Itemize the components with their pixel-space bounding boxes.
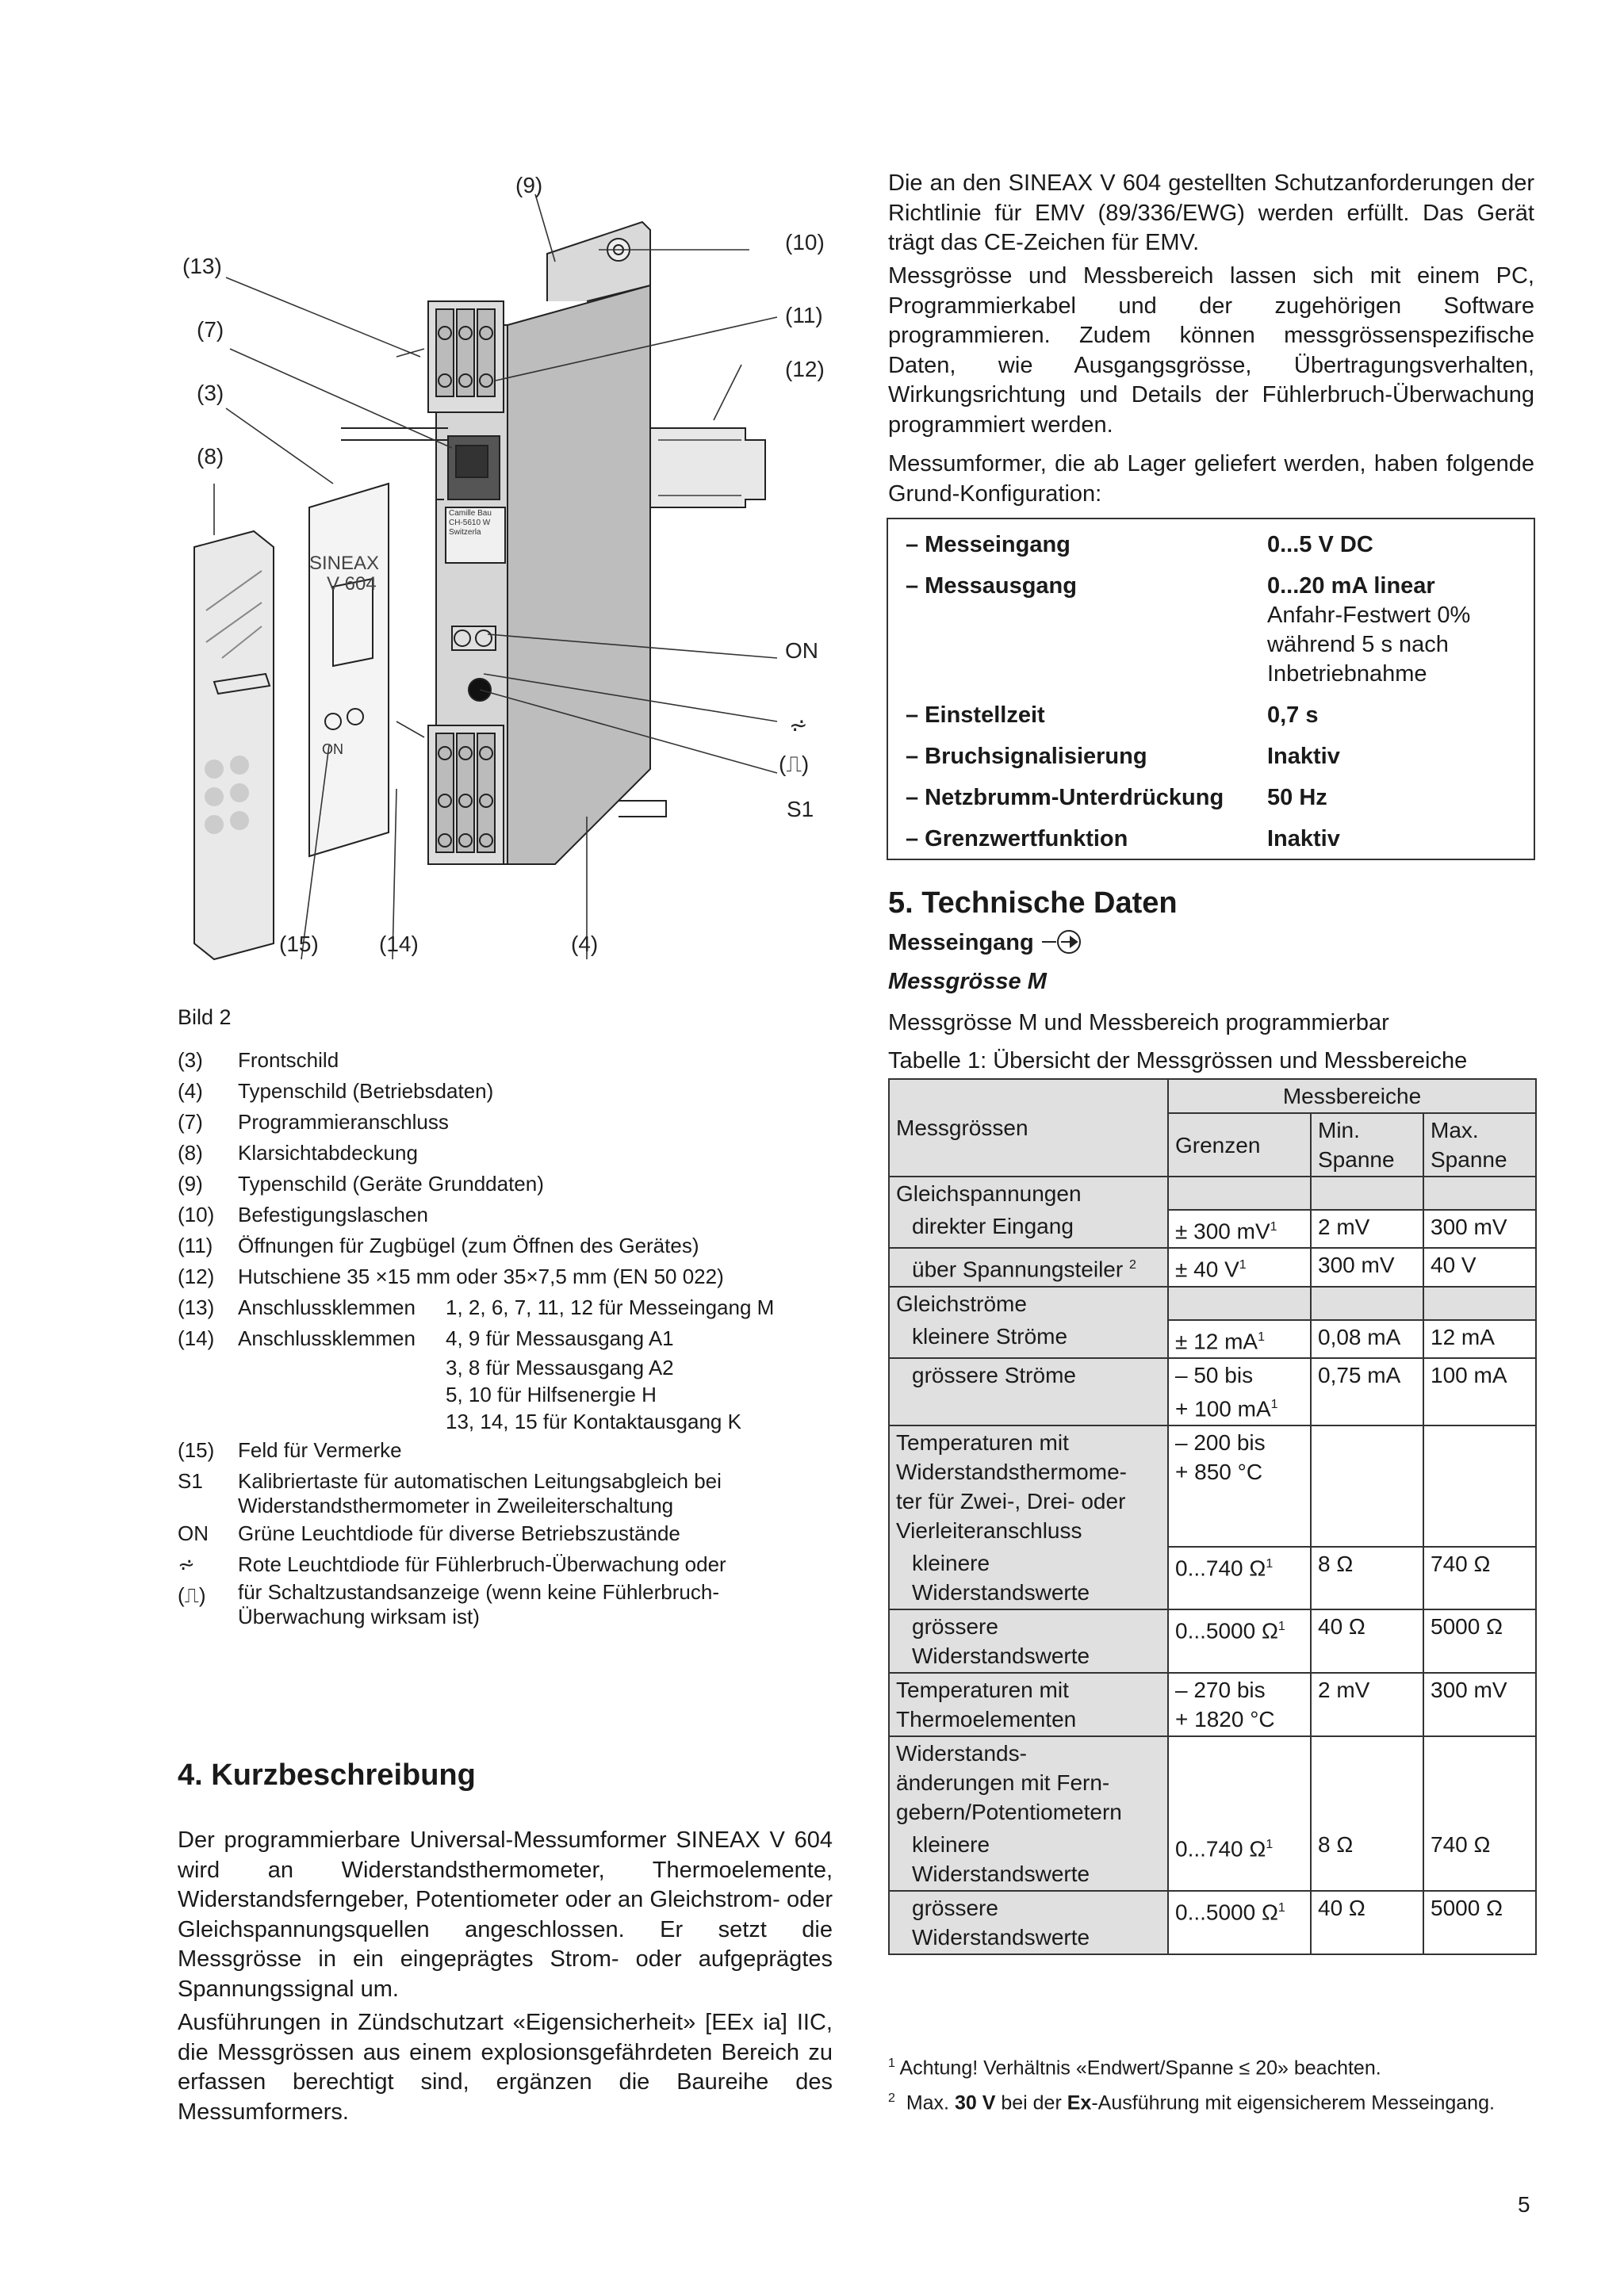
messgroesse-line: Messgrösse M und Messbereich programmierbar — [888, 1010, 1389, 1035]
config-row: – Netzbrumm-Unterdrückung 50 Hz — [906, 785, 1327, 810]
legend-item: (11) Öffnungen für Zugbügel (zum Öffnen des Gerätes) — [178, 1234, 699, 1257]
table-row: Gleichspannungen — [889, 1177, 1536, 1210]
table-row: kleinere Widerstandswerte 0...740 $\Omega^1$ 8 Ω 740 Ω — [889, 1547, 1536, 1609]
footnote-1: $^1$ Achtung! Verhältnis «Endwert/Spanne ≤ 20» beachten. — [888, 2057, 1381, 2080]
legend-item: (⎍) für Schaltzustandsanzeige (wenn keine Fühlerbruch-Überwachung wirksam ist) — [178, 1580, 720, 1628]
nameplate-line3: Switzerla — [449, 528, 481, 537]
section-4-paragraph-1: Der programmierbare Universal-Messumformer SINEAX V 604 wird an Widerstandsthermometer, Thermoelemente, Widerstandsferngeber, Potentiometer oder an Gleichstrom- oder Gleichspannungsquellen angeschlossen. Er setzt die Messgrösse in ein eingeprägtes Strom- oder aufgeprägtes Spannungssignal um. — [178, 1827, 833, 2002]
callout-4: (4) — [571, 932, 599, 956]
default-config-box — [887, 518, 1535, 860]
table-row: kleinere Widerstandswerte 0...740 $\Omega^1$ 8 Ω 740 Ω — [889, 1828, 1536, 1891]
legend-item: (12) Hutschiene 35 ×15 mm oder 35×7,5 mm (EN 50 022) — [178, 1265, 724, 1288]
table-row: Gleichströme — [889, 1287, 1536, 1320]
front-label-on: ON — [322, 741, 343, 757]
section-5-title: 5. Technische Daten — [888, 886, 1178, 920]
table-row: kleinere Ströme ± 12 $mA^1$ 0,08 mA 12 mA — [889, 1320, 1536, 1358]
table-row: direkter Eingang ± 300 $mV^1$ 2 mV 300 mV — [889, 1210, 1536, 1248]
legend-item-cont: 5, 10 für Hilfsenergie H — [446, 1383, 657, 1406]
section-4-paragraph-2: Ausführungen in Zündschutzart «Eigensicherheit» [EEx ia] IIC, die Messgrössen aus einem explosionsgefährdeten Bereich zu erfassen berechtigt sind, ergänzen die Baureihe des Messumformers. — [178, 2010, 833, 2125]
legend-item: ON Grüne Leuchtdiode für diverse Betriebszustände — [178, 1521, 680, 1545]
table-caption: Tabelle 1: Übersicht der Messgrössen und Messbereiche — [888, 1048, 1468, 1073]
legend-item: (3) Frontschild — [178, 1048, 339, 1072]
front-label — [309, 553, 379, 595]
legend-item: (4) Typenschild (Betriebsdaten) — [178, 1079, 494, 1103]
callout-red-led-icon: ⩫ — [789, 713, 808, 737]
legend-item: (15) Feld für Vermerke — [178, 1438, 402, 1462]
messeingang-heading: Messeingang — [888, 929, 1090, 956]
callout-11: (11) — [785, 303, 823, 327]
footnote-2: $^2$ Max. 30 V bei der Ex-Ausführung mit eigensicherem Messeingang. — [888, 2091, 1495, 2114]
table-header-row: Messgrössen Messbereiche — [889, 1079, 1536, 1113]
switch-state-icon: (⎍) — [178, 1583, 206, 1607]
table-row: Temperaturen mit Widerstandsthermome- ter für Zwei-, Drei- oder Vierleiteranschluss – 200 bis + 850 °C — [889, 1425, 1536, 1547]
callout-13: (13) — [182, 254, 222, 278]
device-drawing — [174, 166, 856, 975]
table-row: Widerstands- änderungen mit Fern- gebern/Potentiometern — [889, 1736, 1536, 1828]
callout-14: (14) — [379, 932, 419, 956]
nameplate — [449, 509, 492, 538]
callout-9: (9) — [515, 173, 543, 197]
legend-item-cont: 3, 8 für Messausgang A2 — [446, 1356, 674, 1380]
device-figure — [174, 166, 856, 975]
callout-3: (3) — [197, 381, 224, 405]
nameplate-line1: Camille Bau — [449, 509, 492, 518]
legend-item: (14) Anschlussklemmen 4, 9 für Messausgang A1 — [178, 1326, 674, 1350]
page-number: 5 — [1518, 2192, 1530, 2217]
legend-item: (8) Klarsichtabdeckung — [178, 1141, 418, 1165]
messgroesse-m-heading: Messgrösse M — [888, 969, 1047, 994]
callout-on: ON — [785, 638, 818, 663]
figure-caption: Bild 2 — [178, 1005, 232, 1029]
figure-legend — [178, 1045, 836, 1629]
legend-item: (10) Befestigungslaschen — [178, 1203, 428, 1226]
front-label-brand-text: SINEAX — [309, 553, 380, 574]
emv-paragraph: Die an den SINEAX V 604 gestellten Schutzanforderungen der Richtlinie für EMV (89/336/EWG) werden erfüllt. Das Gerät trägt das CE-Zeichen für EMV. — [888, 170, 1534, 255]
config-row: – Messeingang 0...5 V DC — [906, 532, 1373, 557]
red-led-icon: ⩫ — [178, 1552, 195, 1576]
config-intro: Messumformer, die ab Lager geliefert werden, haben folgende Grund-Konfiguration: — [888, 451, 1534, 507]
callout-led-switch: (⎍) — [779, 752, 810, 776]
legend-item-cont: 13, 14, 15 für Kontaktausgang K — [446, 1410, 741, 1433]
nameplate-line2: CH-5610 W — [449, 519, 491, 527]
config-row: – Grenzwertfunktion Inaktiv — [906, 826, 1340, 851]
table-row: über Spannungsteiler $^2$ ± 40 $V^1$ 300 mV 40 V — [889, 1248, 1536, 1286]
callout-s1: S1 — [787, 797, 814, 821]
table-row: grössere Widerstandswerte 0...5000 $\Omega^1$ 40 Ω 5000 Ω — [889, 1891, 1536, 1954]
config-row: – Einstellzeit 0,7 s — [906, 702, 1319, 728]
input-arrow-icon — [1040, 929, 1090, 955]
front-label-model: V 604 — [327, 573, 377, 595]
table-row: grössere Ströme – 50 bis + 100 $mA^1$ 0,75 mA 100 mA — [889, 1358, 1536, 1425]
table-header-row: Grenzen Min. Spanne Max. Spanne — [889, 1113, 1536, 1177]
callout-7: (7) — [197, 317, 224, 342]
table-row: grössere Widerstandswerte 0...5000 $\Omega^1$ 40 Ω 5000 Ω — [889, 1609, 1536, 1673]
callout-10: (10) — [785, 230, 825, 254]
section-4-title: 4. Kurzbeschreibung — [178, 1758, 476, 1792]
legend-item: S1 Kalibriertaste für automatischen Leitungsabgleich bei Widerstandsthermometer in Zweileiterschaltung — [178, 1469, 722, 1517]
programming-paragraph: Messgrösse und Messbereich lassen sich mit einem PC, Programmierkabel und der zugehörigen Software programmieren. Zudem können messgrössenspezifische Daten, wie Ausgangsgrösse, Übertragungsverhalten, Wirkungsrichtung und Details der Fühlerbruch-Überwachung programmiert werden. — [888, 263, 1534, 438]
measurement-table — [888, 1078, 1537, 1955]
legend-item: (9) Typenschild (Geräte Grunddaten) — [178, 1172, 544, 1196]
config-row: – Messausgang 0...20 mA linear Anfahr-Festwert 0% während 5 s nach Inbetriebnahme — [906, 573, 1471, 687]
legend-item: (13) Anschlussklemmen 1, 2, 6, 7, 11, 12 für Messeingang M — [178, 1295, 775, 1319]
callout-12: (12) — [785, 357, 825, 381]
legend-item: ⩫ Rote Leuchtdiode für Fühlerbruch-Überwachung oder — [178, 1549, 836, 1580]
legend-item: (7) Programmieranschluss — [178, 1110, 449, 1134]
config-row: – Bruchsignalisierung Inaktiv — [906, 744, 1340, 769]
callout-8: (8) — [197, 444, 224, 469]
table-row: Temperaturen mit Thermoelementen – 270 bis + 1820 °C 2 mV 300 mV — [889, 1673, 1536, 1736]
callout-15: (15) — [279, 932, 319, 956]
